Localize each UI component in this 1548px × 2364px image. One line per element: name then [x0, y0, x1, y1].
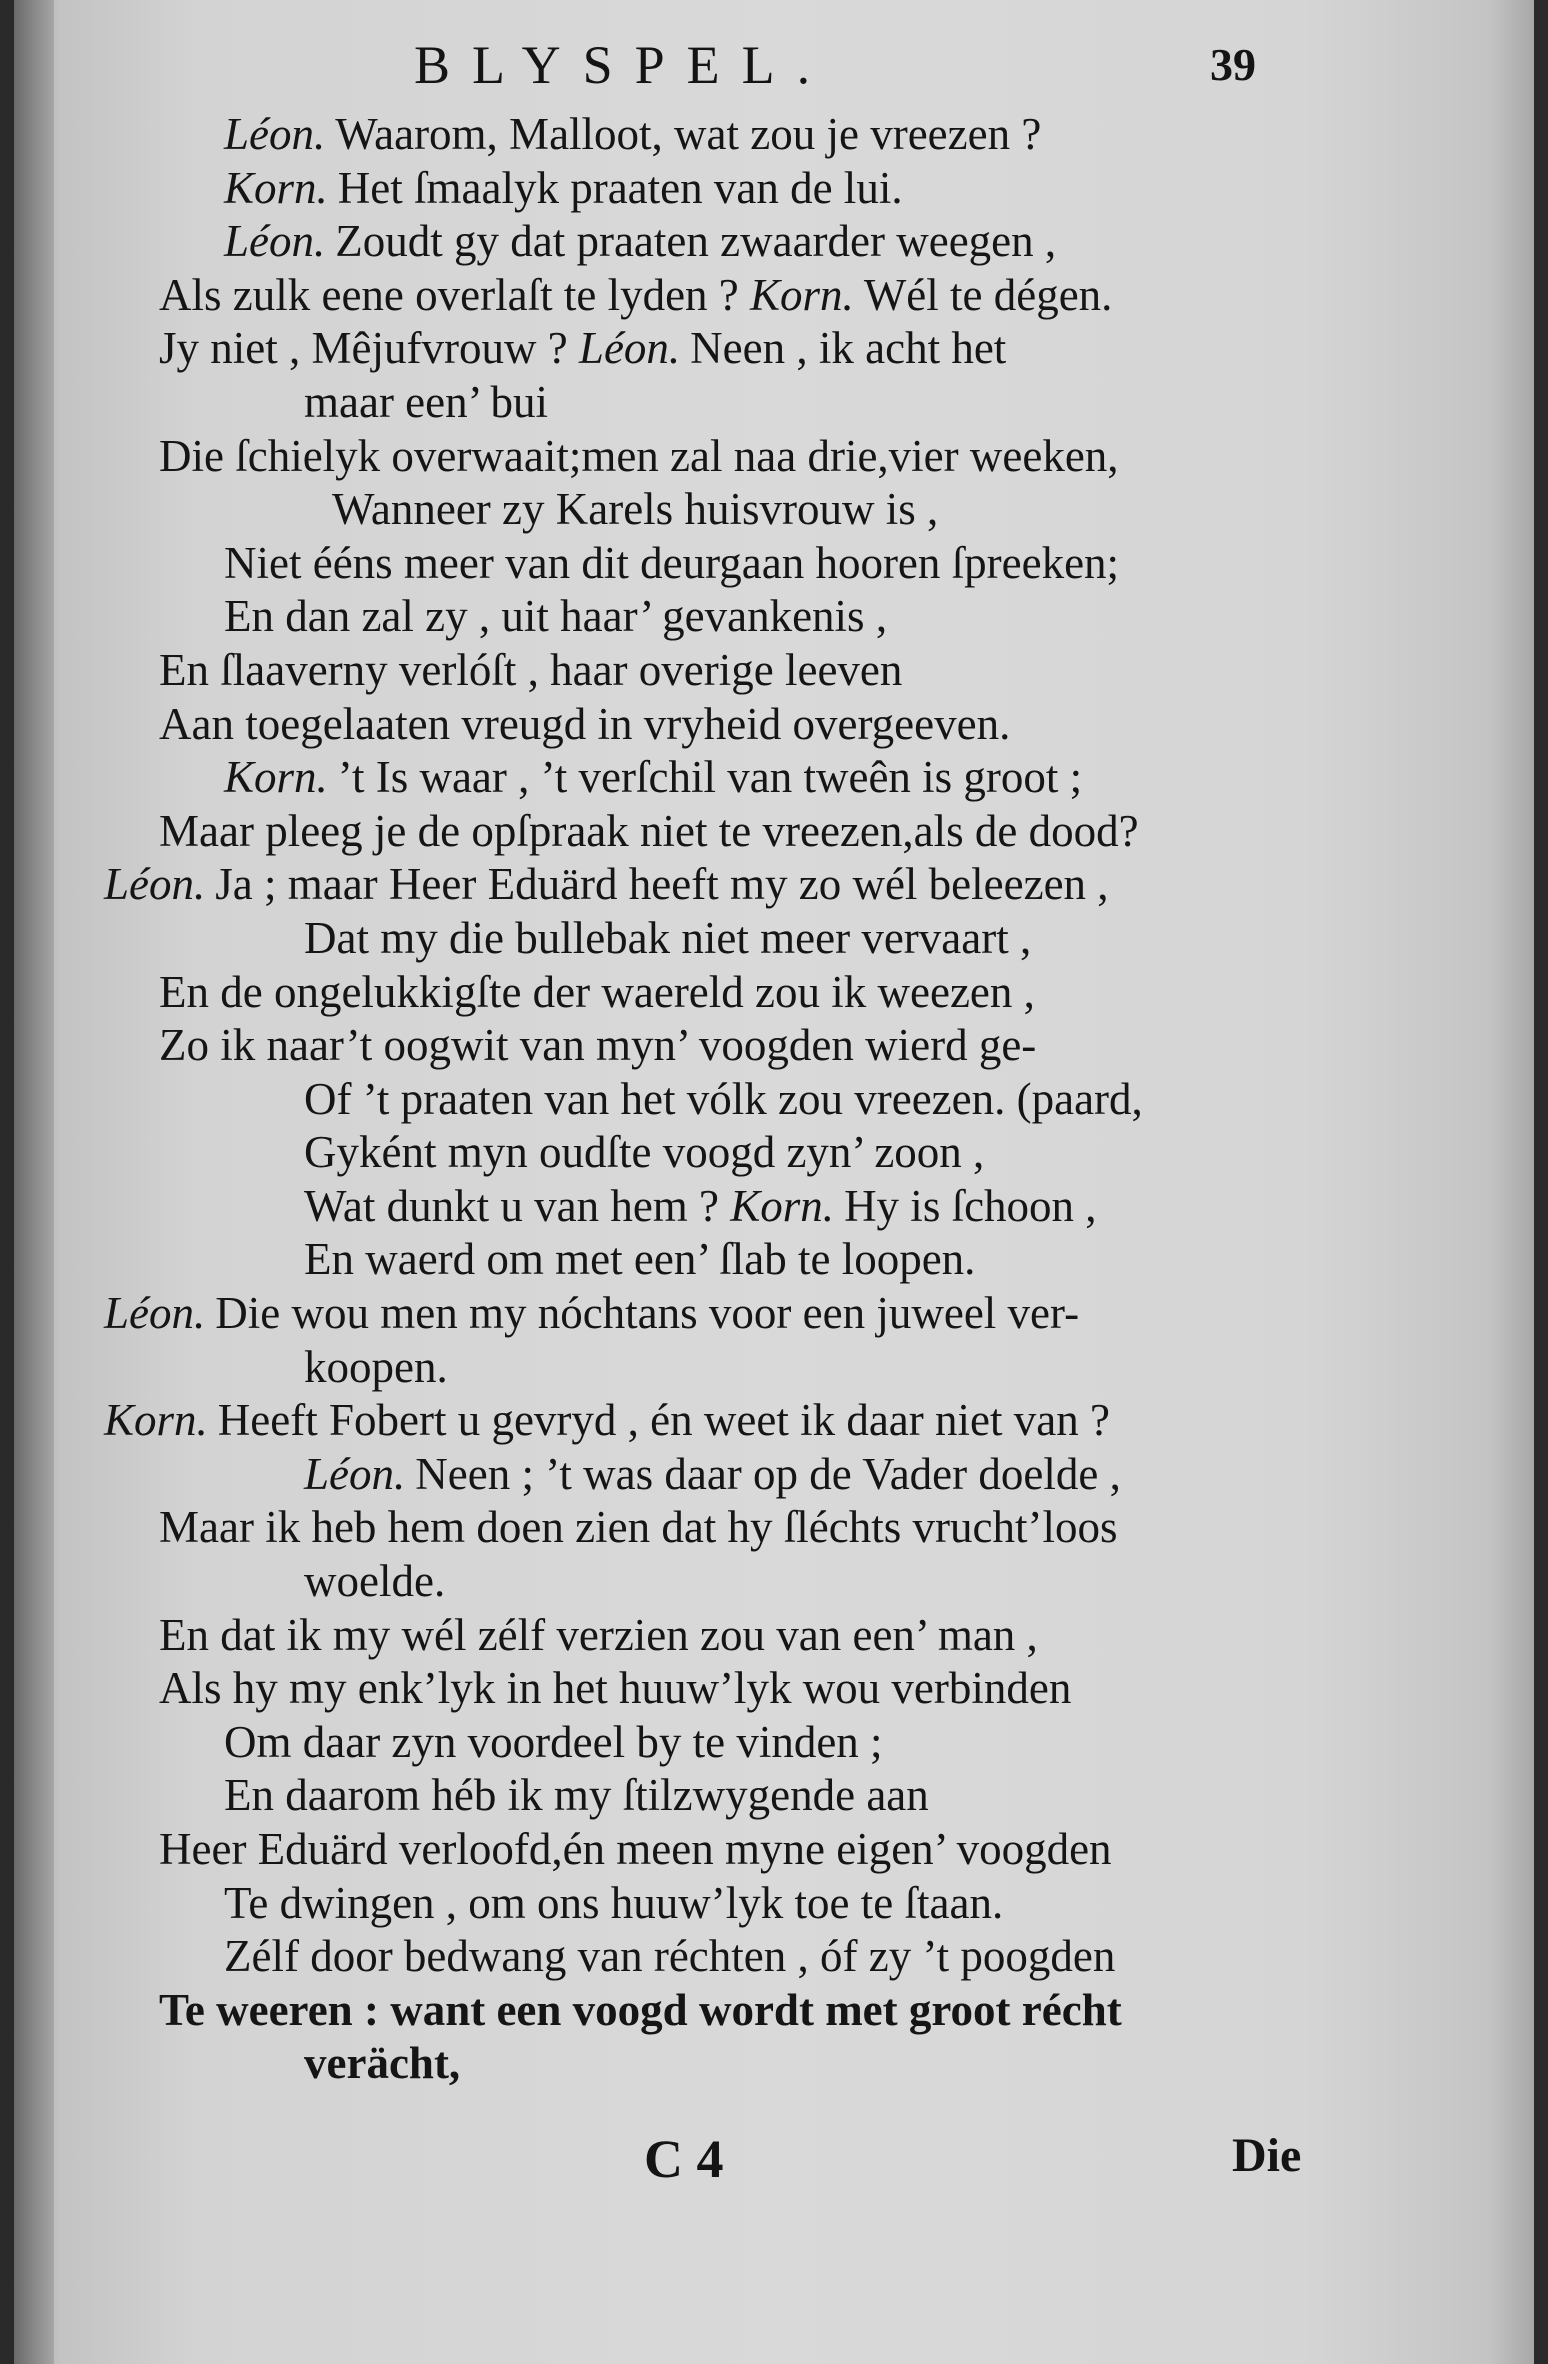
line-text: Te dwingen , om ons huuw’lyk toe te ſtaan.: [224, 1877, 1004, 1928]
verse-line: [14, 483, 1534, 537]
line-text: woelde.: [304, 1556, 446, 1607]
speaker-label: Korn.: [730, 1180, 835, 1231]
line-text: Te weeren : want een voogd wordt met groot récht: [159, 1984, 1122, 2035]
line-text: verächt,: [304, 2038, 461, 2089]
line-text: Hy is ſchoon ,: [844, 1180, 1097, 1231]
verse-line: [14, 162, 1534, 216]
line-text: En dat ik my wél zélf verzien zou van een’ man ,: [159, 1609, 1038, 1660]
catchword: Die: [1232, 2129, 1302, 2182]
line-text: Wat dunkt u van hem ?: [304, 1180, 720, 1231]
line-text: Zélf door bedwang van réchten , óf zy ’t poogden: [224, 1931, 1116, 1982]
speaker-label: Korn.: [750, 269, 854, 320]
verse-line: [14, 1233, 1534, 1287]
verse-line: [14, 430, 1534, 484]
line-text: Neen ; ’t was daar op de Vader doelde ,: [415, 1448, 1121, 1499]
line-text: Als hy my enk’lyk in het huuw’lyk wou verbinden: [159, 1663, 1072, 1714]
line-text: Wél te dégen.: [863, 269, 1113, 320]
line-text: En ſlaaverny verlóſt , haar overige leeven: [159, 644, 903, 695]
verse-line: [14, 1287, 1534, 1341]
line-text: En de ongelukkigſte der waereld zou ik weezen ,: [159, 966, 1035, 1017]
line-text: Maar pleeg je de opſpraak niet te vreezen,als de dood?: [159, 805, 1139, 856]
verse-line: [14, 966, 1534, 1020]
speaker-label: Léon.: [224, 216, 326, 267]
speaker-label: Léon.: [104, 859, 206, 910]
verse-line: [14, 1877, 1534, 1931]
line-text: Maar ik heb hem doen zien dat hy ſléchts vrucht’loos: [159, 1502, 1118, 1553]
line-text: Het ſmaalyk praaten van de lui.: [337, 162, 903, 213]
line-text: En daarom héb ik my ſtilzwygende aan: [224, 1770, 929, 1821]
signature-mark: C 4: [644, 2129, 724, 2189]
verse-line: [14, 912, 1534, 966]
verse-line: [14, 1555, 1534, 1609]
verse-line: [14, 108, 1534, 162]
verse-line: [14, 858, 1534, 912]
book-page: [14, 0, 1534, 2364]
verse-line: [14, 1609, 1534, 1663]
line-text: Als zulk eene overlaſt te lyden ?: [159, 269, 739, 320]
verse-line: [14, 269, 1534, 323]
speaker-label: Léon.: [104, 1288, 206, 1339]
line-text: Ja ; maar Heer Eduärd heeft my zo wél beleezen ,: [215, 859, 1109, 910]
verse-line: [14, 537, 1534, 591]
line-text: Neen , ik acht het: [690, 323, 1007, 374]
verse-line: [14, 1126, 1534, 1180]
verse-line: [14, 1394, 1534, 1448]
line-text: Dat my die bullebak niet meer vervaart ,: [304, 912, 1032, 963]
line-text: Of ’t praaten van het vólk zou vreezen. (paard,: [304, 1073, 1143, 1124]
verse-line: [14, 376, 1534, 430]
line-text: Zo ik naar’t oogwit van myn’ voogden wierd ge-: [159, 1020, 1037, 1071]
verse-line: [14, 1769, 1534, 1823]
verse-line: [14, 1716, 1534, 1770]
line-text: Wanneer zy Karels huisvrouw is ,: [332, 484, 939, 535]
verse-line: [14, 1984, 1534, 2038]
verse-line: [14, 2037, 1534, 2091]
page-header: [14, 34, 1534, 104]
verse-line: [14, 1341, 1534, 1395]
line-text: En dan zal zy , uit haar’ gevankenis ,: [224, 591, 888, 642]
line-text: Die wou men my nóchtans voor een juweel ver-: [215, 1288, 1080, 1339]
line-text: Waarom, Malloot, wat zou je vreezen ?: [335, 109, 1042, 159]
verse-line: [14, 698, 1534, 752]
verse-line: [14, 322, 1534, 376]
speaker-label: Léon.: [578, 323, 681, 374]
verse-line: [14, 215, 1534, 269]
speaker-label: Léon.: [224, 109, 326, 159]
verse-line: [14, 590, 1534, 644]
speaker-label: Korn.: [104, 1395, 208, 1446]
verse-line: [14, 1180, 1534, 1234]
verse-line: [14, 1501, 1534, 1555]
verse-line: [14, 1823, 1534, 1877]
verse-line: [14, 1448, 1534, 1502]
line-text: Niet ééns meer van dit deurgaan hooren ſpreeken;: [224, 537, 1120, 588]
line-text: Heeft Fobert u gevryd , én weet ik daar niet van ?: [217, 1395, 1110, 1446]
verse-line: [14, 1019, 1534, 1073]
running-head: BLYSPEL.: [414, 35, 833, 95]
line-text: ’t Is waar , ’t verſchil van tweên is groot ;: [337, 752, 1083, 803]
verse-text: [14, 108, 1534, 2091]
line-text: Gyként myn oudſte voogd zyn’ zoon ,: [304, 1127, 985, 1178]
speaker-label: Léon.: [304, 1448, 406, 1499]
line-text: koopen.: [304, 1341, 448, 1392]
line-text: En waerd om met een’ ſlab te loopen.: [304, 1234, 976, 1285]
verse-line: [14, 1930, 1534, 1984]
page-number: 39: [1210, 39, 1256, 90]
line-text: Zoudt gy dat praaten zwaarder weegen ,: [335, 216, 1057, 267]
line-text: Die ſchielyk overwaait;men zal naa drie,vier weeken,: [159, 430, 1119, 481]
line-text: Heer Eduärd verloofd,én meen myne eigen’ voogden: [159, 1824, 1112, 1874]
verse-line: [14, 751, 1534, 805]
line-text: Aan toegelaaten vreugd in vryheid overgeeven.: [159, 698, 1011, 749]
verse-line: [14, 1073, 1534, 1127]
line-text: Jy niet , Mêjufvrouw ?: [159, 323, 568, 374]
verse-line: [14, 805, 1534, 859]
verse-line: [14, 1662, 1534, 1716]
verse-line: [14, 644, 1534, 698]
line-text: Om daar zyn voordeel by te vinden ;: [224, 1716, 883, 1767]
speaker-label: Korn.: [224, 752, 328, 803]
page-footer: [14, 2128, 1534, 2198]
line-text: maar een’ bui: [304, 376, 549, 427]
speaker-label: Korn.: [224, 162, 328, 213]
